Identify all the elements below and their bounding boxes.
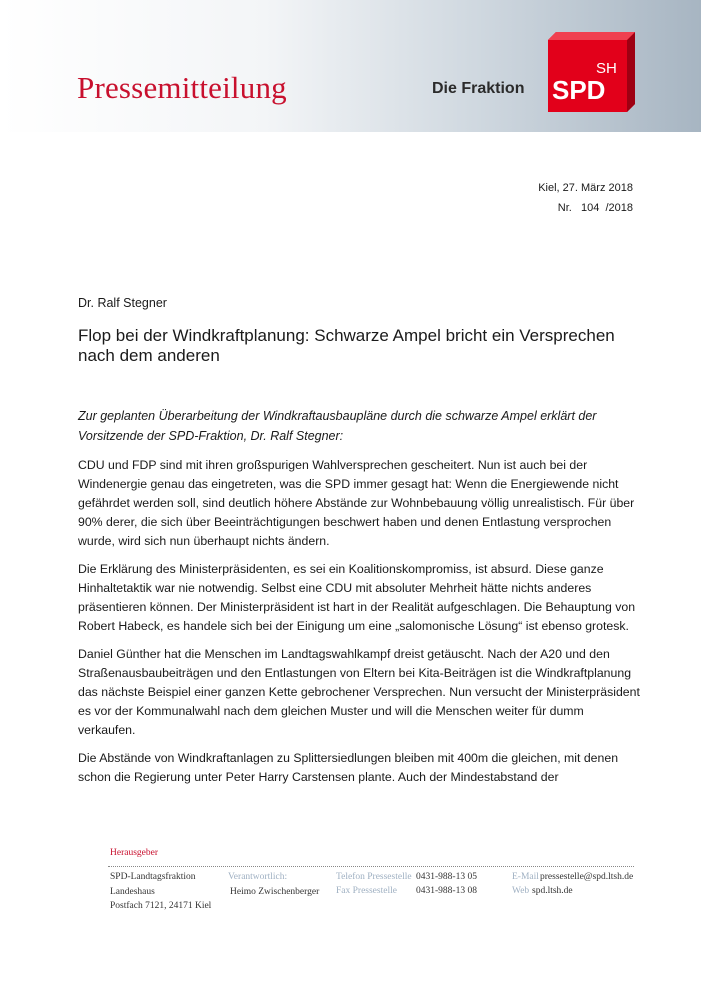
author-name: Dr. Ralf Stegner (78, 296, 167, 310)
paragraph: Daniel Günther hat die Menschen im Landtagswahlkampf dreist getäuscht. Nach der A20 und den Straßenausbaubeiträgen und den Entlastungen von Eltern bei Kita-Beiträgen ist die Windkraftplanung das nächste Beispiel einer ganzen Kette gebrochener Versprechen. Nun versucht der Ministerpräsident es vor der Kommunalwahl nach dem gleichen Muster und will die Menschen weiter für dumm verkaufen. (78, 647, 640, 737)
intro-text: Zur geplanten Überarbeitung der Windkraftausbaupläne durch die schwarze Ampel erklärt der Vorsitzende der SPD-Fraktion, Dr. Ralf Stegner: (78, 409, 597, 443)
press-date: Kiel, 27. März 2018 (538, 182, 633, 194)
logo-spd-text: SPD (552, 75, 606, 105)
page-header (0, 0, 701, 132)
fraktion-label: Die Fraktion (432, 80, 525, 97)
footer-org-line2: Landeshaus (110, 887, 155, 897)
spd-logo (548, 32, 635, 112)
footer-responsible-label: Verantwortlich: (228, 872, 288, 882)
footer-fax-value: 0431-988-13 08 (416, 886, 477, 896)
footer-org-line3: Postfach 7121, 24171 Kiel (110, 901, 212, 911)
footer-phone-value: 0431-988-13 05 (416, 872, 477, 882)
paragraph: Die Erklärung des Ministerpräsidenten, es sei ein Koalitionskompromiss, ist absurd. Diese ganze Hinhaltetaktik war nie notwendig. Selbst eine CDU mit absoluter Mehrheit hätte nichts anderes präsentieren können. Der Ministerpräsident ist hart in der Realität aufgeschlagen. Die Behauptung von Robert Habeck, es handele sich bei der Einigung um eine „salomonische Lösung“ ist ebenso grotesk. (78, 562, 636, 633)
press-number: Nr. 104 /2018 (557, 202, 633, 214)
footer-web-label: Web (512, 886, 530, 896)
logo-sh-text: SH (596, 60, 617, 77)
page-title: Pressemitteilung (77, 70, 287, 105)
footer-web-value[interactable]: spd.ltsh.de (532, 886, 573, 896)
footer-org-line1: SPD-Landtagsfraktion (110, 872, 196, 882)
paragraph: Die Abstände von Windkraftanlagen zu Splittersiedlungen bleiben mit 400m die gleichen, mit denen schon die Regierung unter Peter Harry Carstensen plante. Auch der Mindestabstand der (78, 751, 619, 784)
footer-divider (108, 866, 634, 867)
page-footer (0, 840, 701, 940)
paragraph: CDU und FDP sind mit ihren großspurigen Wahlversprechen gescheitert. Nun ist auch bei der Windenergie genau das eingetreten, was die SPD immer gesagt hat: Wenn die Energiewende nicht gefährdet werden soll, sind deutlich höhere Abstände zur Wohnbebauung völlig unrealistisch. Für über 90% derer, die sich über Beeinträchtigungen beschwert haben und denen Entlastung versprochen wurde, wird sich nun überhaupt nichts ändern. (78, 458, 635, 548)
footer-email-label: E-Mail (512, 872, 539, 882)
footer-email-value[interactable]: pressestelle@spd.ltsh.de (540, 872, 634, 882)
footer-phone-label: Telefon Pressestelle (336, 872, 412, 882)
body-text (78, 456, 640, 796)
headline: Flop bei der Windkraftplanung: Schwarze Ampel bricht ein Versprechen nach dem anderen (78, 326, 615, 365)
footer-publisher-label: Herausgeber (110, 848, 159, 858)
footer-fax-label: Fax Pressestelle (336, 886, 397, 896)
footer-responsible-name: Heimo Zwischenberger (230, 887, 320, 897)
